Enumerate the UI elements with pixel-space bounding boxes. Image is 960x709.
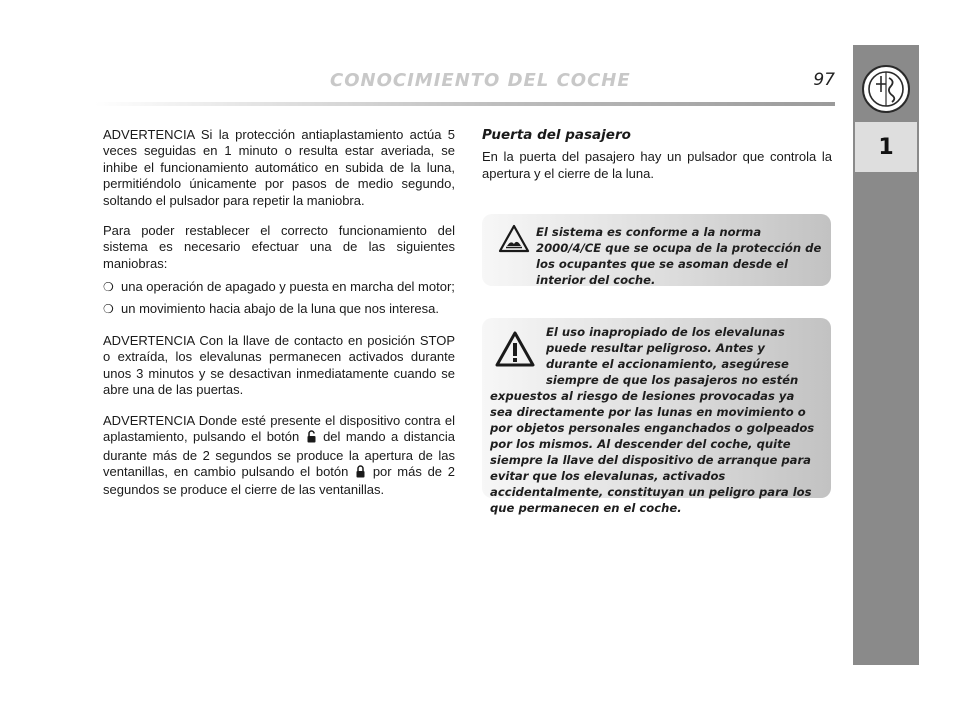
bullet-circle-icon: ❍	[103, 280, 114, 295]
section-number-tab[interactable]: 1	[855, 122, 917, 172]
warning-triangle-icon	[494, 330, 536, 372]
list-item	[103, 279, 455, 295]
section-heading: Puerta del pasajero	[482, 127, 631, 143]
note-text: El sistema es conforme a la norma 2000/4/CE que se ocupa de la protección de los ocupantes que se asoman desde el interior del coche.	[536, 225, 822, 287]
paragraph-restore-function: Para poder restablecer el correcto funcionamiento del sistema es necesario efectuar una de las siguientes maniobras:	[103, 223, 455, 271]
maneuver-list	[103, 279, 455, 317]
list-item-text: una operación de apagado y puesta en marcha del motor;	[121, 279, 455, 295]
paragraph-key-stop-warning: ADVERTENCIA Con la llave de contacto en posición STOP o extraída, los elevalunas permanecen activados durante unos 3 minutos y se desactivan inmediatamente cuando se abre una de las puertas.	[103, 333, 455, 398]
bullet-circle-icon: ❍	[103, 301, 114, 316]
header-divider	[95, 102, 835, 106]
left-column	[103, 127, 455, 513]
paragraph-remote-control-warning	[103, 413, 455, 499]
warning-text: El uso inapropiado de los elevalunas puede resultar peligroso. Antes y durante el accionamiento, asegúrese siempre de que los pasajeros no estén expuestos al riesgo de lesiones provocadas ya sea directamente por las lunas en movimiento o por objetos personales enganchados o golpeados por los mismos. Al descender del coche, quite siempre la llave del dispositivo de arranque para evitar que los elevalunas, activados accidentalmente, constituyan un peligro para los que permanecen en el coche.	[490, 325, 815, 515]
remote-warning-text-3: por más de 2 segundos se produce el cierre de las ventanillas.	[103, 463, 455, 498]
lock-icon	[356, 465, 365, 482]
list-item	[103, 301, 455, 317]
unlock-icon	[307, 430, 316, 447]
page-header-title: CONOCIMIENTO DEL COCHE	[330, 70, 631, 91]
right-column	[482, 127, 832, 182]
environment-triangle-icon	[498, 224, 530, 259]
paragraph-anti-pinch-warning: ADVERTENCIA Si la protección antiaplastamiento actúa 5 veces seguidas en 1 minuto o resulta estar averiada, se inhibe el funcionamiento automático en subida de la luna, permitiéndolo únicamente por pasos de medio segundo, soltando el pulsador para repetir la maniobra.	[103, 127, 455, 208]
warning-box	[482, 318, 831, 515]
list-item-text: un movimiento hacia abajo de la luna que nos interesa.	[121, 300, 439, 316]
remote-warning-text-1: ADVERTENCIA Donde esté presente el dispositivo contra el aplastamiento, pulsando el botón	[103, 412, 455, 445]
remote-warning-text-2: del mando a distancia durante más de 2 segundos se produce la apertura de las ventanillas, en cambio pulsando el botón	[103, 429, 455, 479]
alfa-romeo-logo-icon	[855, 58, 917, 120]
paragraph-passenger-door: En la puerta del pasajero hay un pulsador que controla la apertura y el cierre de la luna.	[482, 149, 832, 181]
page-number: 97	[813, 70, 835, 90]
environment-note-box	[482, 214, 831, 286]
warning-content	[482, 318, 831, 516]
